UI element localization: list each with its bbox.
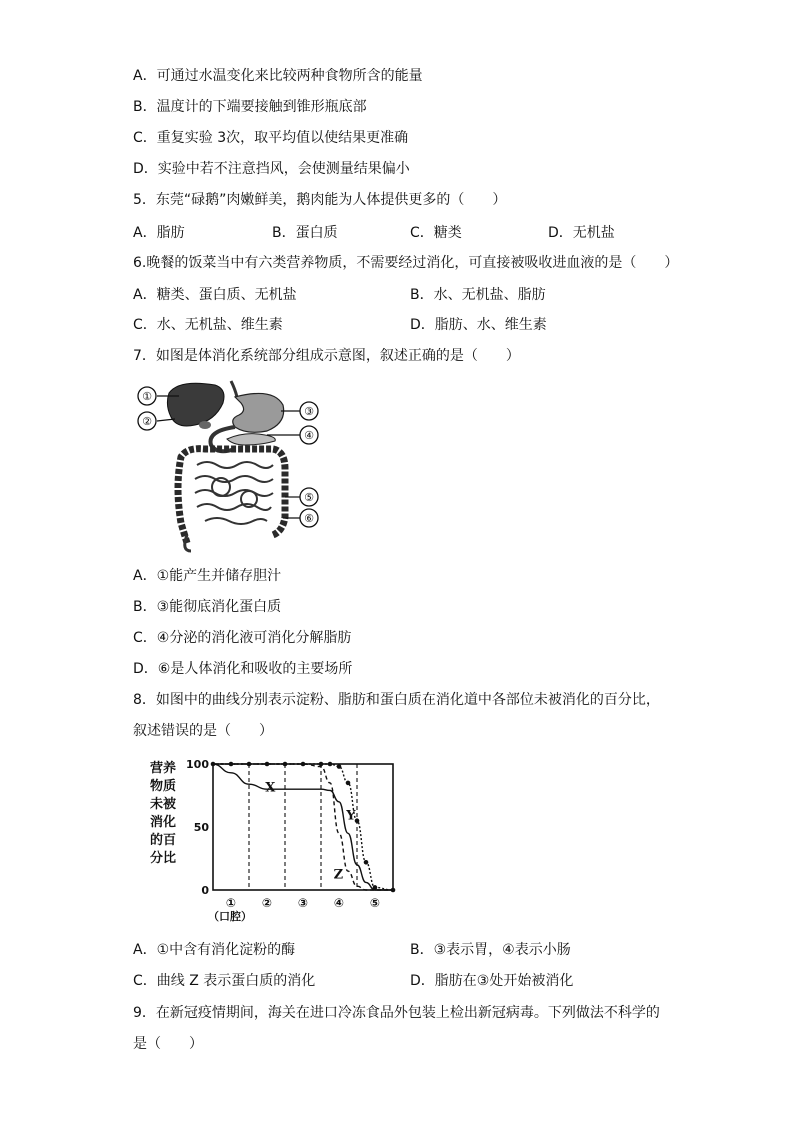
y-axis-label-line: 未被 [149,797,177,812]
q8-stem-line1: 8．如图中的曲线分别表示淀粉、脂肪和蛋白质在消化道中各部位未被消化的百分比， [133,692,660,708]
fig-label-5: ⑤ [304,491,314,504]
series-marker-Y [346,781,351,786]
digestion-chart [135,752,405,930]
y-axis-label-line: 物质 [149,779,177,794]
q9-stem-line2: 是（ ） [133,1036,203,1052]
series-marker-Y [364,860,369,865]
series-line-Y [213,764,393,890]
q6-option-b: B．水、无机盐、脂肪 [410,287,546,303]
q8-stem-line2: 叙述错误的是（ ） [133,723,273,739]
x-tick-label: ② [261,896,273,910]
q8-option-b: B．③表示胃，④表示小肠 [410,942,571,958]
q5-option-c: C．糖类 [410,225,462,241]
series-label-Z: Z [333,867,344,883]
q5-option-b: B．蛋白质 [272,225,338,241]
q5-option-a: A．脂肪 [133,225,185,241]
series-marker-Y [373,885,378,890]
series-marker-Y [319,762,324,767]
y-axis-label-line: 的百 [149,833,177,848]
q5-option-d: D．无机盐 [548,225,615,241]
x-category-note: （口腔） [208,910,252,923]
q4-option-c: C．重复实验 3次，取平均值以使结果更准确 [133,130,409,146]
fig-label-6: ⑥ [304,512,314,525]
q7-option-c: C．④分泌的消化液可消化分解脂肪 [133,630,352,646]
y-tick-label: 50 [193,821,209,834]
fig-label-1: ① [142,390,152,403]
q6-option-d: D．脂肪、水、维生素 [410,317,547,333]
series-label-Y: Y [346,808,356,824]
stomach-shape [233,393,284,432]
q6-option-c: C．水、无机盐、维生素 [133,317,283,333]
q4-option-a: A．可通过水温变化来比较两种食物所含的能量 [133,68,423,84]
q8-option-a: A．①中含有消化淀粉的酶 [133,942,296,958]
q4-option-d: D．实验中若不注意挡风，会使测量结果偏小 [133,161,410,177]
q4-option-b: B．温度计的下端要接触到锥形瓶底部 [133,99,367,115]
q6-option-a: A．糖类、蛋白质、无机盐 [133,287,297,303]
y-axis-label-line: 营养 [149,761,177,776]
q7-option-d: D．⑥是人体消化和吸收的主要场所 [133,661,353,677]
y-axis-label-line: 消化 [149,815,177,830]
liver-shape [167,383,224,426]
x-tick-label: ⑤ [369,896,381,910]
q8-option-d: D．脂肪在③处开始被消化 [410,973,574,989]
q7-stem: 7．如图是体消化系统部分组成示意图，叙述正确的是（ ） [133,348,520,364]
fig-label-2: ② [142,415,152,428]
small-intestine-shape [195,462,273,524]
q7-option-b: B．③能彻底消化蛋白质 [133,599,282,615]
x-tick-label: ③ [297,896,309,910]
q7-option-a: A．①能产生并储存胆汁 [133,568,282,584]
x-tick-label: ④ [333,896,345,910]
series-marker-Y [337,764,342,769]
y-tick-label: 0 [201,884,209,897]
series-line-X [213,764,393,890]
chart-frame [213,764,393,890]
q5-stem: 5．东莞“碌鹅”肉嫩鲜美，鹅肉能为人体提供更多的（ ） [133,192,507,208]
y-axis-label-line: 分比 [149,851,177,866]
series-marker-Y [328,762,333,767]
q6-stem: 6.晚餐的饭菜当中有六类营养物质，不需要经过消化，可直接被吸收进血液的是（ ） [133,255,679,271]
q9-stem-line1: 9．在新冠疫情期间，海关在进口冷冻食品外包装上检出新冠病毒。下列做法不科学的 [133,1005,660,1021]
q8-option-c: C．曲线 Z 表示蛋白质的消化 [133,973,316,989]
series-line-Z [213,764,393,890]
fig-label-4: ④ [304,429,314,442]
digestive-system-figure [135,375,325,555]
series-label-X: X [265,780,276,796]
y-tick-label: 100 [186,758,209,771]
x-tick-label: ① [225,896,237,910]
fig-label-3: ③ [304,405,314,418]
